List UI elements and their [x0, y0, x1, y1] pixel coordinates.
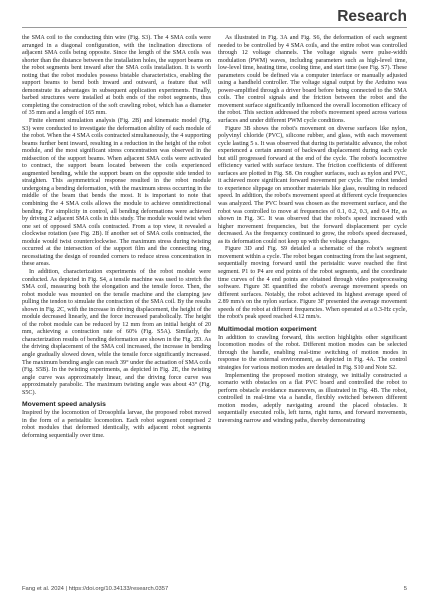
- body-paragraph: Inspired by the locomotion of Drosophila larvae, the proposed robot moved in the form of a peristaltic locomotion. Each robot segment comprised 2 robot modules that deformed identically, with adjacent robot segments deforming sequentially over time.: [22, 410, 211, 439]
- body-paragraph: As illustrated in Fig. 3A and Fig. S6, the deformation of each segment needed to be controlled by 4 SMA coils, and the entire robot was controlled through 12 voltage channels. The voltage signals were pulse-width modulation (PWM) waves, including parameters such as high-level time, low-level time, heating time, cooling time, and start time (see Fig. S7). These parameters could be defined via a computer interface or manually adjusted using a handheld controller. The voltage signal output by the Arduino was power-amplified through a driver board before being connected to the SMA coils. The control signals and the friction between the robot and the movement surface significantly influenced the overall locomotion efficacy of the robot. This section addressed the robot's movement speed across various surfaces and under different PWM cycle conditions.: [218, 35, 407, 125]
- body-paragraph: In addition, characterization experiments of the robot module were conducted. As depicted in Fig. S4, a tensile machine was used to stretch the SMA coil, measuring both the elongation and the tensile force. Then, the robot module was mounted on the tensile machine and the clamping jaw pulling the tendon to simulate the contraction of the SMA coil. By the results shown in Fig. 2C, with the increase in driving displacement, the height of the module decreased linearly, and the force increased parabolically. The height of the robot module can be reduced by 12 mm from an initial height of 20 mm, achieving a contraction rate of 60% (Fig. S5A). Similarly, the characterization results of bending deformation are shown in the Fig. 2D. As the driving displacement of the SMA coil increased, the increase in bending angle gradually slowed down, while the tensile force significantly increased. The maximum bending angle can reach 39° under the actuation of SMA coils (Fig. S5B). In the twisting experiments, as depicted in Fig. 2E, the twisting angle curve was approximately linear, and the driving force curve was approximately parabolic. The maximum twisting angle was about 43° (Fig. S5C).: [22, 268, 211, 396]
- body-paragraph: Implementing the proposed motion strategy, we initially constructed a scenario with obstacles on a flat PVC board and controlled the robot to perform obstacle avoidance maneuvers, as illustrated in Fig. 4B. The robot, controlled in real-time via a handle, flexibly switched between different motion modes, adeptly navigating around the placed obstacles. It sequentially executed rolls, left turns, right turns, and forward movements, traversing narrow and winding paths, thereby demonstrating: [218, 372, 407, 424]
- journal-name: Research: [337, 8, 407, 25]
- header-rule: [22, 27, 407, 28]
- right-column: [218, 35, 407, 425]
- body-paragraph: the SMA coil to the conducting thin wire (Fig. S3). The 4 SMA coils were arranged in a diagonal configuration, with the inclination directions of adjacent SMA coils being opposite. Since the length of the SMA coils was shorter than the distance between the installation holes, the support beams on the robot segments bent inward after the SMA coils installation. It is worth noting that the robot modules possess bistable characteristics, enabling the support beams to bend both inward and outward, a feature that will demonstrate its advantages in subsequent application experiments. Finally, barbed structures were installed at both ends of the robot segments, thus completing the construction of the soft crawling robot, which has a diameter of 35 mm and a length of 165 mm.: [22, 35, 211, 117]
- body-paragraph: In addition to crawling forward, this section highlights other significant locomotion modes of the robot. Different motion modes can be selected through the handle, enabling real-time switching of motion modes in response to the external environment, as depicted in Fig. 4A. The control strategies for various motion modes are detailed in Fig. S10 and Note S2.: [218, 334, 407, 371]
- section-heading: Movement speed analysis: [22, 401, 106, 409]
- section-heading: Multimodal motion experiment: [218, 325, 317, 333]
- footer-citation[interactable]: Fang et al. 2024 | https://doi.org/10.34133/research.0357: [22, 586, 169, 592]
- left-column: [22, 35, 211, 440]
- body-paragraph: Figure 3B shows the robot's movement on diverse surfaces like nylon, polyvinyl chloride (PVC), silicone rubber, and glass, with each movement cycle lasting 5 s. It was observed that during its peristaltic advance, the robot experienced a certain amount of backward displacement during each cycle but still progressed forward at the end of the cycle. The robot's locomotive efficiency varied with surface texture. The friction coefficients of different surfaces are plotted in Fig. S8. On rougher surfaces, such as nylon and PVC, it achieved more significant forward movement per cycle. The robot tended to experience slippage on smoother materials like glass, resulting in reduced speed. In addition, the robot's movement speed at different cycle frequencies was analyzed. The PVC board was chosen as the movement surface, and the robot was controlled to move at frequencies of 0.1, 0.2, 0.3, and 0.4 Hz, as shown in Fig. 3C. It was observed that the robot's speed increased with higher movement frequencies, but the forward displacement per cycle decreased. As the frequency continued to grow, the robot's speed decreased, as its deformation could not keep up with the voltage changes.: [218, 125, 407, 245]
- body-paragraph: Finite element simulation analysis (Fig. 2B) and kinematic model (Fig. S3) were conducted to investigate the deformation ability of each module of the robot. When the 4 SMA coils contracted simultaneously, the 4 supporting beams further bent inward, resulting in a reduction in the height of the robot module, and the most significant stress concentration was observed in the midsection of the support beams. When adjacent SMA coils were activated to contract, the support beam located between the coils experienced augmented bending, while the support beam on the opposite side tended to straighten. This asymmetrical response resulted in the robot module undergoing a bending deformation, with the maximum stress occurring in the middle of the beam that bends the most. It is important to note that combining the 4 SMA coils allows the module to achieve omnidirectional bending. For simplicity in control, all bending deformations were achieved by driving 2 adjacent SMA coils in this study. The module would twist when one set of opposed SMA coils contracted. From a top view, it revealed a clockwise rotation (see Fig. 2B). If another set of SMA coils contracted, the module would twist counterclockwise. The maximum stress during twisting occurred at the intersection of the support film and the connecting ring, necessitating the design of rounded corners to reduce stress concentration in these areas.: [22, 118, 211, 268]
- body-paragraph: Figure 3D and Fig. S9 detailed a schematic of the robot's segment movement within a cycle. The robot began contracting from the last segment, sequentially moving forward until the peristaltic wave reached the first segment. P1 to P4 are end points of the robot segments, and the coordinate time curves of the 4 end points are obtained through video postprocessing software. Figure 3E quantified the robot's average movement speeds on different surfaces. Notably, the robot achieved its highest average speed of 2.89 mm/s on the nylon surface. Figure 3F presented the average movement speeds of the robot at different frequencies. When operated at a 0.3-Hz cycle, the robot's peak speed reached 4.12 mm/s.: [218, 246, 407, 321]
- page-number: 5: [403, 586, 407, 592]
